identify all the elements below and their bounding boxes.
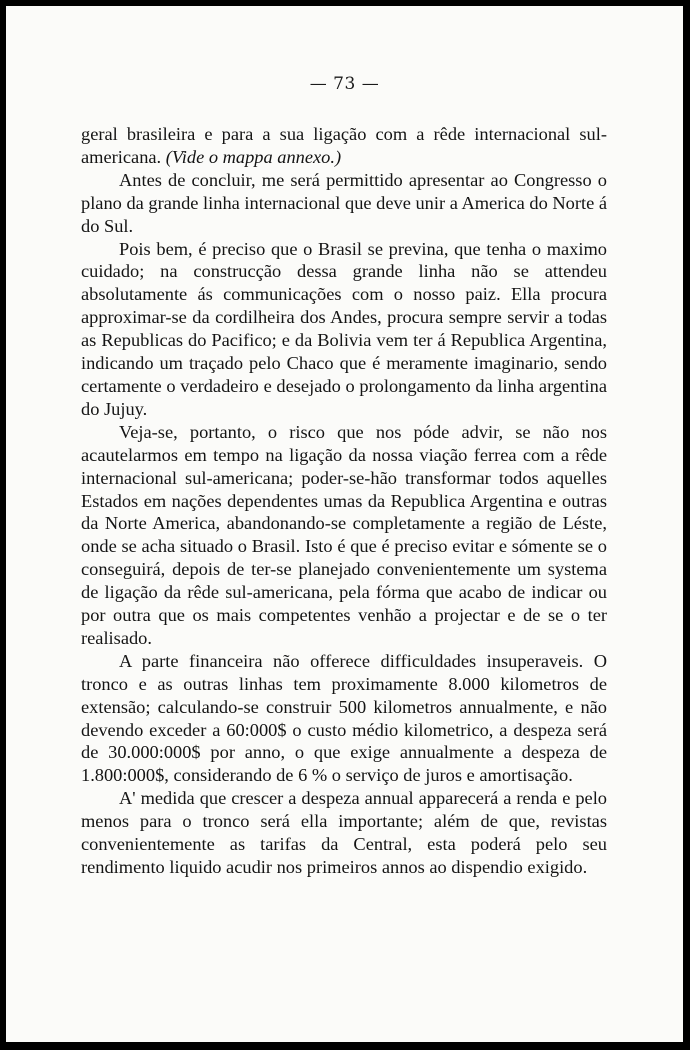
paragraph-continuation [81, 123, 607, 169]
paragraph-3: Veja-se, portanto, o risco que nos póde advir, se não nos acautelarmos em tempo na ligação da nossa viação ferrea com a rêde internacional sul-americana; poder-se-hão transformar todos aquelles Estados em nações dependentes umas da Republica Argentina e outras da Norte America, abandonando-se completamente a região de Léste, onde se acha situado o Brasil. Isto é que é preciso evitar e sómente se o conseguirá, depois de ter-se planejado convenientemente um systema de ligação da rêde sul-americana, pela fórma que acabo de indicar ou por outra que os mais competentes venhão a projectar e de se o ter realisado. [81, 421, 607, 648]
map-reference-note: (Vide o mappa annexo.) [165, 146, 342, 167]
page-number: — 73 — [309, 74, 380, 94]
body-text [81, 123, 607, 879]
paragraph-text: geral brasileira e para a sua ligação com a rêde internacional sul-americana. [81, 124, 607, 167]
book-page [6, 6, 683, 1042]
paragraph-4: A parte financeira não offerece difficuldades insuperaveis. O tronco e as outras linhas tem proximamente 8.000 kilometros de extensão; calculando-se construir 500 kilometros annualmente, e não devendo exceder a 60:000$ o custo médio kilometrico, a despeza será de 30.000:000$ por anno, o que exige annualmente a despeza de 1.800:000$, considerando de 6 % o serviço de juros e amortisação. [81, 650, 607, 786]
paragraph-2: Pois bem, é preciso que o Brasil se previna, que tenha o maximo cuidado; na construcção dessa grande linha não se attendeu absolutamente ás communicações com o nosso paiz. Ella procura approximar-se da cordilheira dos Andes, procura sempre servir a todas as Republicas do Pacifico; e da Bolivia vem ter á Republica Argentina, indicando um traçado pelo Chaco que é meramente imaginario, sendo certamente o verdadeiro e desejado o prolongamento da linha argentina do Jujuy. [81, 238, 607, 419]
paragraph-1: Antes de concluir, me será permittido apresentar ao Congresso o plano da grande linha internacional que deve unir a America do Norte á do Sul. [81, 169, 607, 236]
paragraph-5: A' medida que crescer a despeza annual apparecerá a renda e pelo menos para o tronco será ella importante; além de que, revistas convenientemente as tarifas da Central, esta poderá pelo seu rendimento liquido acudir nos primeiros annos ao dispendio exigido. [81, 788, 607, 877]
